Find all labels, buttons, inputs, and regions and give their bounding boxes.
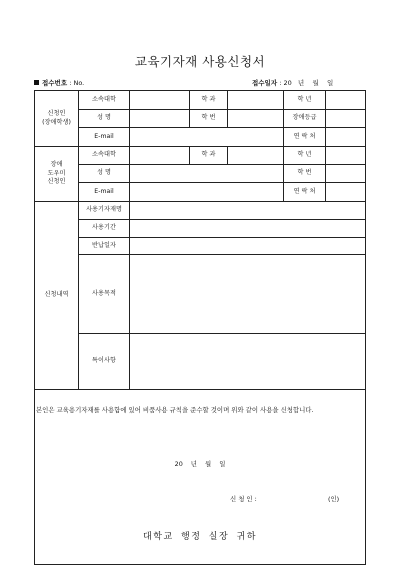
applicant-contact-label: 연 락 처 <box>284 128 326 147</box>
applicant-section-label: 신청인 (장애학생) <box>35 91 79 147</box>
square-bullet-icon <box>34 80 39 85</box>
applicant-contact-field[interactable] <box>326 128 366 147</box>
helper-contact-label: 연 락 처 <box>284 183 326 202</box>
receipt-number-label: 접수번호 <box>42 79 68 87</box>
helper-contact-field[interactable] <box>326 183 366 202</box>
remarks-label: 특이사항 <box>79 334 130 390</box>
declaration-text: 본인은 교육용기자재를 사용함에 있어 비품사용 규칙을 준수할 것이며 위와 같이 사용을 신청합니다. <box>36 406 314 414</box>
applicant-name-label: 성 명 <box>79 110 130 128</box>
return-date-label: 반납일자 <box>79 238 130 255</box>
applicant-college-label: 소속대학 <box>79 91 130 110</box>
helper-year-field[interactable] <box>326 147 366 165</box>
applicant-email-field[interactable] <box>130 128 284 147</box>
helper-email-label: E-mail <box>79 183 130 202</box>
applicant-college-field[interactable] <box>130 91 190 110</box>
purpose-label: 사용목적 <box>79 255 130 334</box>
applicant-signature-label: 신 청 인 : <box>230 495 257 503</box>
equipment-name-label: 사용기자재명 <box>79 202 130 220</box>
period-field[interactable] <box>130 220 366 238</box>
applicant-email-label: E-mail <box>79 128 130 147</box>
return-date-field[interactable] <box>130 238 366 255</box>
details-section-label: 신청내역 <box>35 202 79 390</box>
applicant-year-label: 학 년 <box>284 91 326 110</box>
applicant-student-no-field[interactable] <box>228 110 284 128</box>
receipt-date-label: 접수일자 <box>252 79 278 87</box>
remarks-field[interactable] <box>130 334 366 390</box>
form-title: 교육기자재 사용신청서 <box>134 54 266 69</box>
applicant-name-field[interactable] <box>130 110 190 128</box>
helper-section-label: 장애 도우미 신청인 <box>35 147 79 202</box>
applicant-student-no-label: 학 번 <box>190 110 228 128</box>
helper-email-field[interactable] <box>130 183 284 202</box>
application-form-table <box>34 90 366 565</box>
receipt-number-value[interactable]: : No. <box>69 79 85 87</box>
helper-dept-label: 학 과 <box>190 147 228 165</box>
receipt-date-value[interactable]: : 20 년 월 일 <box>279 79 334 87</box>
applicant-dept-label: 학 과 <box>190 91 228 110</box>
applicant-grade-label: 장애등급 <box>284 110 326 128</box>
receipt-number <box>34 78 84 87</box>
period-label: 사용기간 <box>79 220 130 238</box>
applicant-grade-field[interactable] <box>326 110 366 128</box>
helper-dept-field[interactable] <box>228 147 284 165</box>
purpose-field[interactable] <box>130 255 366 334</box>
addressee: 대학교 행정 실장 귀하 <box>143 532 257 542</box>
helper-college-label: 소속대학 <box>79 147 130 165</box>
helper-student-no-field[interactable] <box>326 165 366 183</box>
helper-college-field[interactable] <box>130 147 190 165</box>
helper-student-no-label: 학 번 <box>284 165 326 183</box>
helper-year-label: 학 년 <box>284 147 326 165</box>
equipment-name-field[interactable] <box>130 202 366 220</box>
seal-mark: (인) <box>328 495 340 503</box>
applicant-year-field[interactable] <box>326 91 366 110</box>
helper-name-field[interactable] <box>130 165 284 183</box>
applicant-dept-field[interactable] <box>228 91 284 110</box>
helper-name-label: 성 명 <box>79 165 130 183</box>
declaration-date[interactable]: 20 년 월 일 <box>174 460 226 468</box>
receipt-date <box>252 78 333 87</box>
